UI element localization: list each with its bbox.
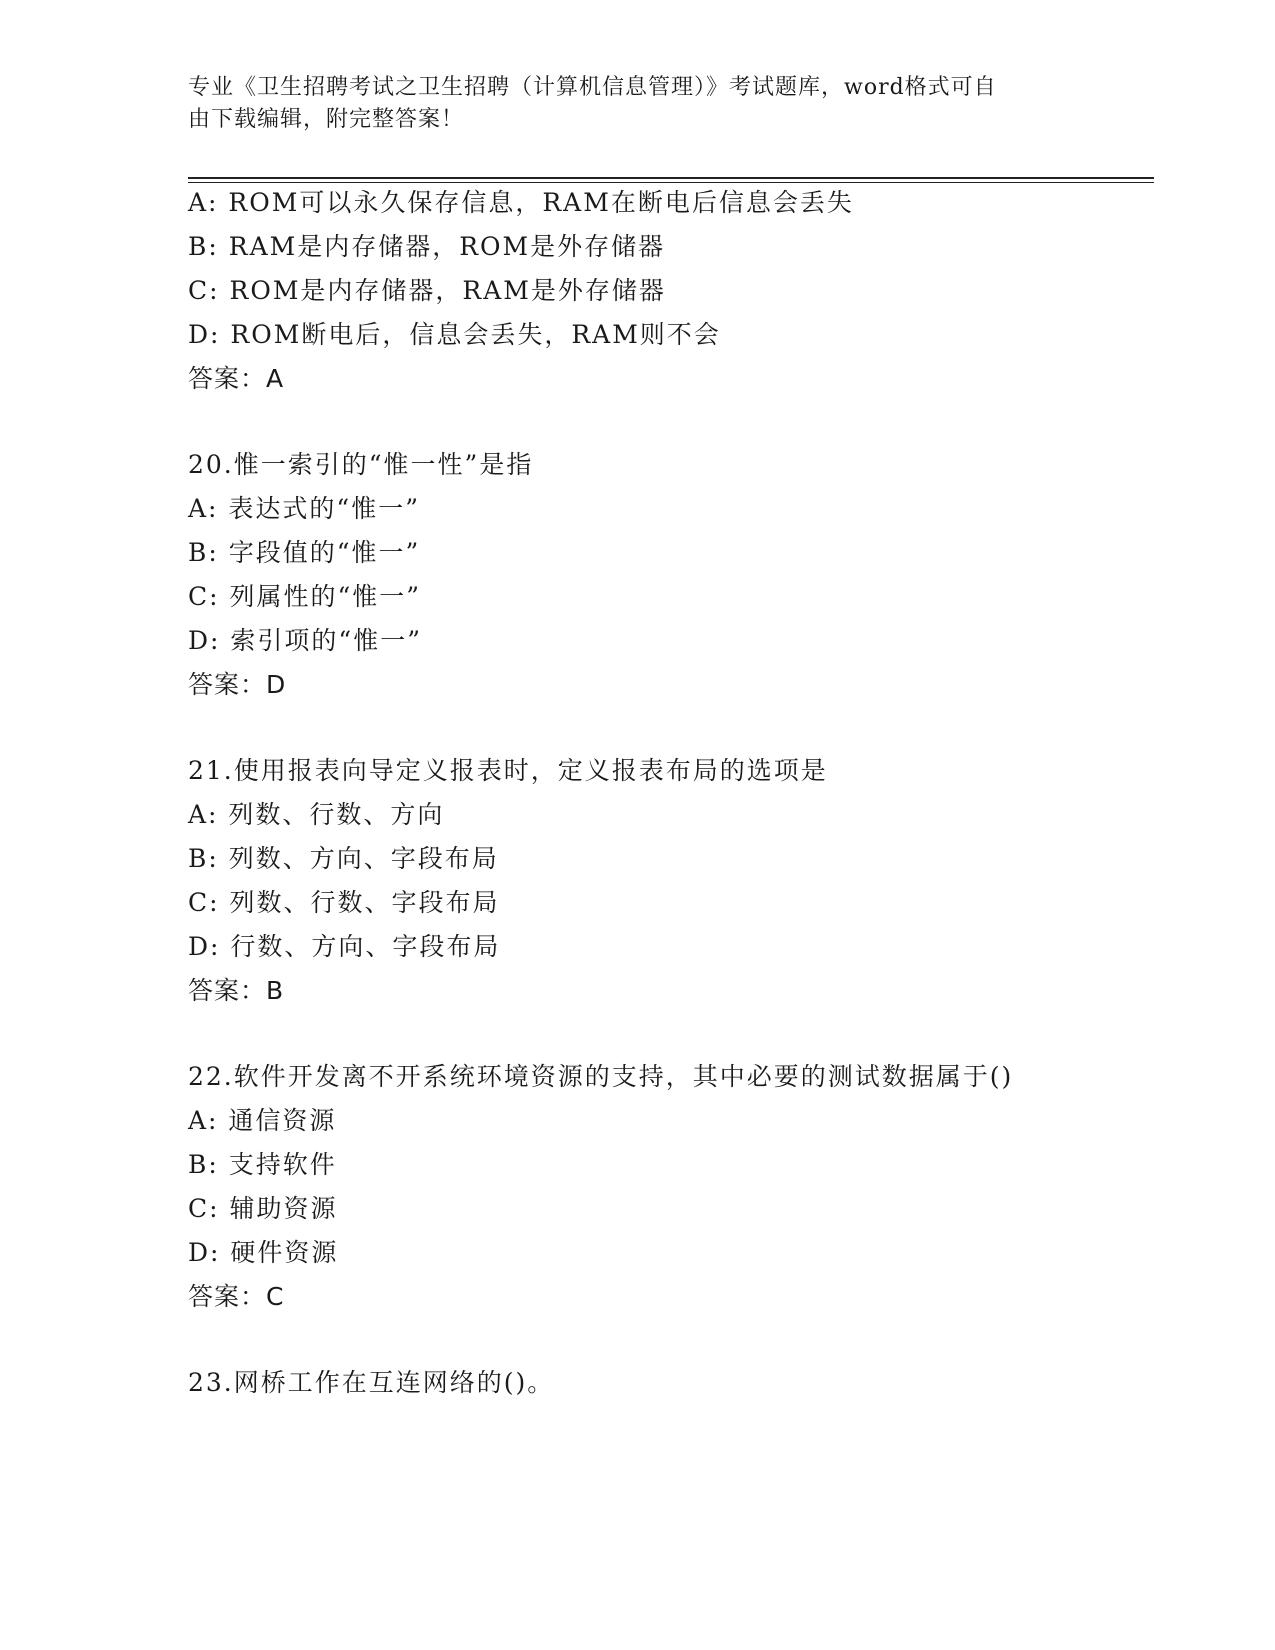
q22-option-d: D: 硬件资源 [188, 1238, 339, 1267]
q21-option-d: D: 行数、方向、字段布局 [188, 932, 501, 961]
q19-option-c: C: ROM是内存储器，RAM是外存储器 [188, 276, 666, 305]
q20-option-d: D: 索引项的“惟一” [188, 626, 422, 655]
q20-option-c: C: 列属性的“惟一” [188, 582, 422, 611]
q21-option-c: C: 列数、行数、字段布局 [188, 888, 500, 917]
q20-option-b: B: 字段值的“惟一” [188, 538, 421, 567]
header-rule-thin [188, 182, 1154, 183]
q22-option-b: B: 支持软件 [188, 1150, 337, 1179]
q23-question: 23.网桥工作在互连网络的()。 [188, 1368, 555, 1397]
q22-answer: 答案：C [188, 1282, 285, 1311]
header-line-2: 由下载编辑，附完整答案！ [188, 107, 465, 132]
q19-option-a: A: ROM可以永久保存信息，RAM在断电后信息会丢失 [188, 188, 854, 217]
q22-option-a: A: 通信资源 [188, 1106, 337, 1135]
q20-option-a: A: 表达式的“惟一” [188, 494, 420, 523]
q22-option-c: C: 辅助资源 [188, 1194, 338, 1223]
header-line-1: 专业《卫生招聘考试之卫生招聘（计算机信息管理）》考试题库，word格式可自 [188, 75, 997, 100]
q21-option-b: B: 列数、方向、字段布局 [188, 844, 499, 873]
q19-option-b: B: RAM是内存储器，ROM是外存储器 [188, 232, 666, 261]
document-header [188, 72, 1068, 136]
q19-option-d: D: ROM断电后，信息会丢失，RAM则不会 [188, 320, 721, 349]
q20-question: 20.惟一索引的“惟一性”是指 [188, 450, 534, 479]
q21-option-a: A: 列数、行数、方向 [188, 800, 445, 829]
q22-question: 22.软件开发离不开系统环境资源的支持，其中必要的测试数据属于() [188, 1062, 1014, 1091]
q21-question: 21.使用报表向导定义报表时，定义报表布局的选项是 [188, 756, 828, 785]
q20-answer: 答案：D [188, 670, 287, 699]
header-rule-thick [188, 177, 1154, 179]
q21-answer: 答案：B [188, 976, 285, 1005]
q19-answer: 答案：A [188, 364, 285, 393]
